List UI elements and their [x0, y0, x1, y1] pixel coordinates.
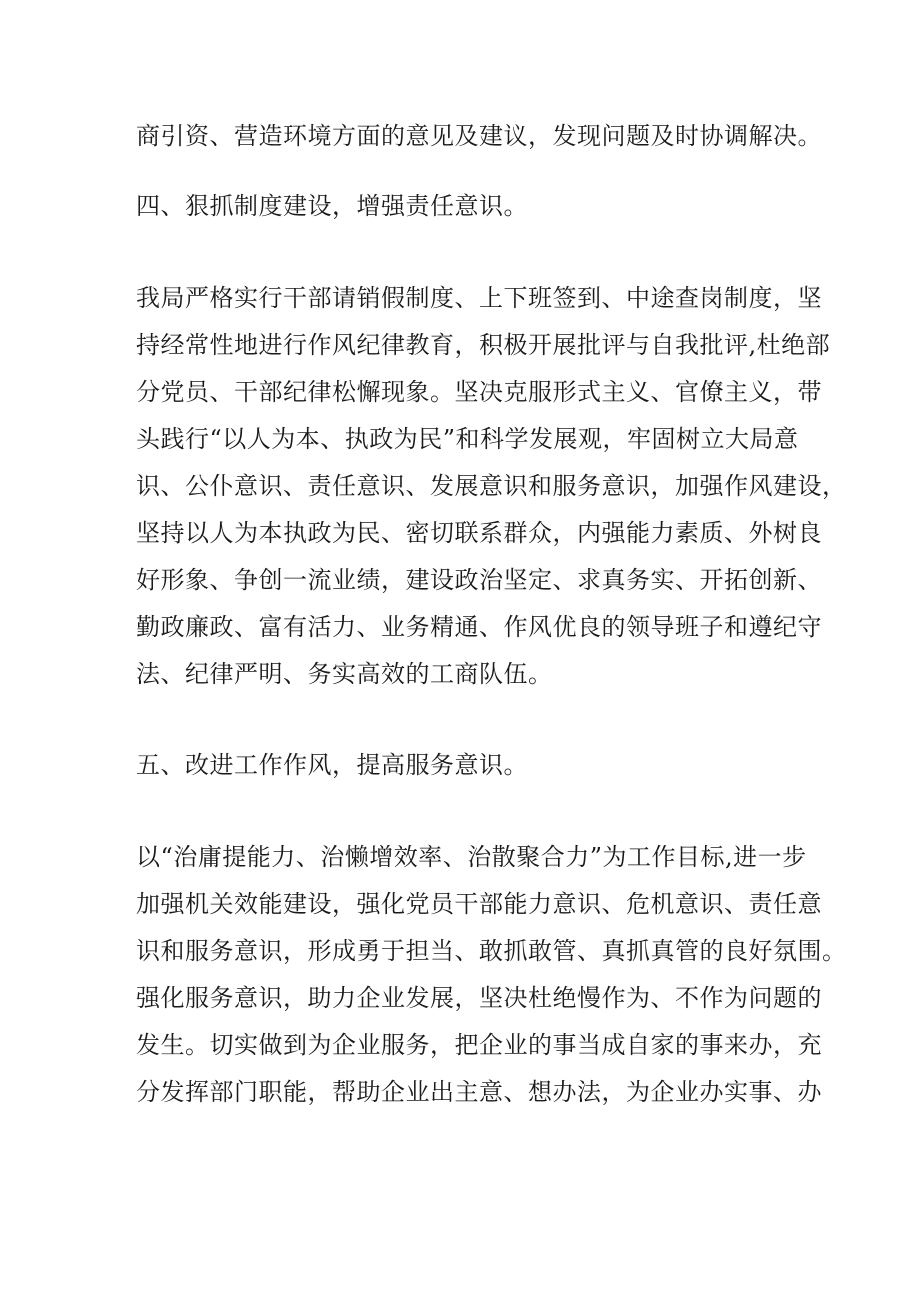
paragraph-line: 我局严格实行干部请销假制度、上下班签到、中途查岗制度，坚 [136, 284, 822, 312]
paragraph-line: 持经常性地进行作风纪律教育，积极开展批评与自我批评,杜绝部 [136, 331, 831, 359]
paragraph-line: 识和服务意识，形成勇于担当、敢抓敢管、真抓真管的良好氛围。 [136, 937, 847, 965]
paragraph-line: 分党员、干部纪律松懈现象。坚决克服形式主义、官僚主义，带 [136, 378, 822, 406]
paragraph-line: 坚持以人为本执政为民、密切联系群众，内强能力素质、外树良 [136, 519, 822, 547]
paragraph-line: 法、纪律严明、务实高效的工商队伍。 [136, 660, 553, 688]
paragraph-line: 加强机关效能建设，强化党员干部能力意识、危机意识、责任意 [136, 890, 822, 918]
paragraph-line: 发生。切实做到为企业服务，把企业的事当成自家的事来办，充 [136, 1031, 822, 1059]
paragraph-line: 头践行“以人为本、执政为民”和科学发展观，牢固树立大局意 [136, 425, 799, 453]
section-heading-four: 四、狠抓制度建设，增强责任意识。 [136, 192, 528, 220]
paragraph-line: 商引资、营造环境方面的意见及建议，发现问题及时协调解决。 [136, 122, 822, 150]
paragraph-line: 强化服务意识，助力企业发展，坚决杜绝慢作为、不作为问题的 [136, 984, 822, 1012]
section-heading-five: 五、改进工作作风，提高服务意识。 [136, 751, 528, 779]
paragraph-line: 分发挥部门职能，帮助企业出主意、想办法，为企业办实事、办 [136, 1078, 822, 1106]
paragraph-line: 勤政廉政、富有活力、业务精通、作风优良的领导班子和遵纪守 [136, 613, 822, 641]
paragraph-line: 好形象、争创一流业绩，建设政治坚定、求真务实、开拓创新、 [136, 566, 822, 594]
paragraph-line: 识、公仆意识、责任意识、发展意识和服务意识，加强作风建设， [136, 472, 847, 500]
paragraph-line: 以“治庸提能力、治懒增效率、治散聚合力”为工作目标,进一步 [136, 843, 807, 871]
